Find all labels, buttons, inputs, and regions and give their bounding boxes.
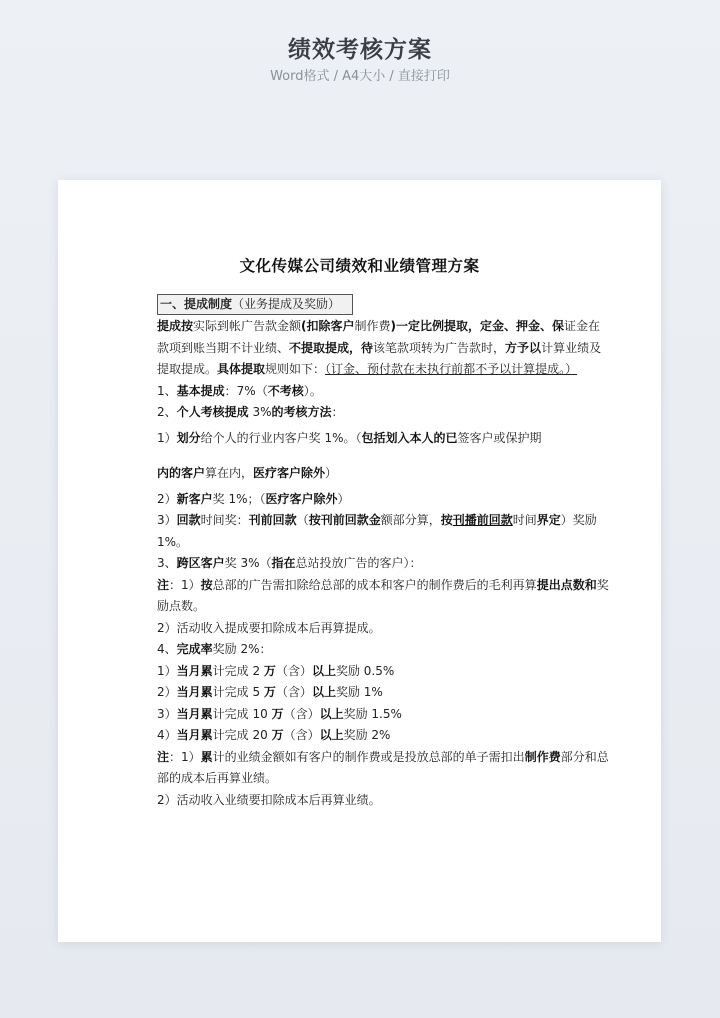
text-run: 1）: [157, 663, 177, 678]
text-run: 以上: [319, 706, 344, 721]
text-run: (扣除客户: [301, 319, 355, 333]
text-run: 万: [263, 685, 276, 699]
text-run: 累: [200, 749, 213, 764]
text-run: 制作费: [524, 749, 561, 764]
text-run: 奖励 0.5%: [335, 663, 395, 678]
text-run: 划分: [176, 430, 201, 445]
text-run: 当月累: [176, 706, 213, 721]
text-run: 4）: [157, 728, 177, 742]
item-basic-commission: [157, 381, 609, 403]
note-cross-region: [157, 575, 609, 618]
tier-20w: [157, 725, 609, 747]
text-run: 新客户: [176, 491, 213, 506]
text-run: （: [296, 513, 309, 527]
text-run: 以上: [311, 685, 336, 699]
text-run: 额部分算，: [380, 513, 441, 527]
section-heading: [157, 294, 609, 316]
text-run: 奖励点数。: [157, 577, 609, 613]
text-run: 刊前回款: [248, 513, 297, 527]
text-run: 奖励 2%: [343, 728, 391, 742]
text-run: 按: [440, 513, 453, 527]
tier-5w: [157, 682, 609, 704]
document-title: 文化传媒公司绩效和业绩管理方案: [239, 257, 480, 275]
item-cross-region: [157, 553, 609, 575]
page-header: [0, 34, 720, 86]
text-run: 部分和总部的成本后再算业绩。: [157, 749, 609, 785]
text-run: 2）活动收入业绩要扣除成本后再算业绩。: [157, 792, 381, 807]
text-run: 以上: [319, 728, 344, 742]
text-run: 当月累: [176, 685, 213, 699]
note-activity-income: [157, 618, 609, 640]
item-payment-time: [157, 510, 609, 553]
document-body: [157, 294, 609, 811]
text-run: 3）: [157, 513, 177, 527]
text-run: 当月累: [176, 728, 213, 742]
text-run: 跨区客户: [176, 556, 225, 570]
text-run: 奖励 1%: [335, 685, 383, 699]
text-run: 刊播前回款: [452, 513, 513, 527]
text-run: 4、: [157, 642, 177, 656]
text-run: 计完成 20: [212, 728, 272, 742]
text-run: 内的客户: [157, 466, 206, 480]
text-run: 3%: [248, 405, 272, 419]
text-run: 具体提取: [217, 362, 266, 376]
text-run: （含）: [275, 685, 312, 699]
text-run: 指在: [271, 556, 296, 570]
note-activity-performance: [157, 790, 609, 812]
text-run: 注: [157, 749, 170, 764]
text-run: 提成按: [157, 319, 194, 333]
tier-10w: [157, 704, 609, 726]
text-run: 包括划入本人的已: [361, 430, 458, 445]
text-run: 总部的广告需扣除给总部的成本和客户的制作费后的毛利再算: [212, 577, 537, 592]
text-run: 该笔款项转为广告款时，: [373, 340, 506, 355]
text-run: 制作费: [354, 319, 391, 333]
text-run: 奖励 1.5%: [343, 706, 402, 721]
text-run: 完成率: [176, 642, 213, 656]
text-run: 时间: [512, 513, 537, 527]
text-run: 2）活动收入提成要扣除成本后再算提成。: [157, 620, 381, 635]
text-run: ）。: [303, 383, 322, 398]
text-run: 注: [157, 577, 170, 592]
text-run: 3、: [157, 556, 177, 570]
text-run: 的考核方法: [271, 405, 332, 419]
text-run: 提出点数和: [536, 577, 597, 592]
text-run: （含）: [283, 706, 320, 721]
text-run: ：1）: [169, 749, 201, 764]
text-run: )一定比例提取，定金、押金、保: [390, 319, 565, 333]
section-heading-bold: 一、提成制度: [160, 297, 233, 311]
text-run: 算在内，: [205, 466, 254, 480]
text-run: 万: [263, 663, 276, 678]
item-assigned-clients: [157, 428, 609, 450]
text-run: 给个人的行业内客户奖 1%。（: [200, 430, 362, 445]
text-run: 总站投放广告的客户）：: [295, 556, 422, 570]
text-run: 医疗客户除外: [265, 491, 338, 506]
text-run: 医疗客户除外: [253, 466, 326, 480]
tier-2w: [157, 661, 609, 683]
text-run: （含）: [283, 728, 320, 742]
text-run: 实际到帐广告款金额: [193, 319, 302, 333]
text-run: 1）: [157, 430, 177, 445]
text-run: （含）: [275, 663, 312, 678]
text-run: 万: [271, 728, 284, 742]
text-run: 计完成 2: [212, 663, 264, 678]
page-title: 绩效考核方案: [288, 37, 432, 63]
text-run: 当月累: [176, 663, 213, 678]
text-run: 执行前都不予以计算提成。）: [427, 362, 578, 376]
text-run: ：: [331, 405, 344, 419]
text-run: 时间奖：: [200, 513, 249, 527]
text-run: 2）: [157, 491, 177, 506]
text-run: 万: [271, 706, 284, 721]
text-run: ：1）: [169, 577, 201, 592]
text-run: 方予以: [505, 340, 542, 355]
text-run: 不考核: [267, 383, 304, 398]
text-run: 签客户或保护期: [457, 430, 542, 445]
text-run: 2）: [157, 685, 177, 699]
text-run: 计的业绩金额如有客户的制作费或是投放总部的单子需扣出: [212, 749, 525, 764]
item-personal-commission: [157, 402, 609, 424]
text-run: ：7%（: [224, 383, 268, 398]
document-page: [58, 180, 661, 942]
note-cumulative: [157, 747, 609, 790]
text-run: 界定: [536, 513, 561, 527]
text-run: 1、: [157, 383, 177, 398]
text-run: 2、: [157, 405, 177, 419]
text-run: ）: [325, 466, 338, 480]
text-run: 以上: [311, 663, 336, 678]
text-run: 证金在款项到账当期不计业绩、: [157, 319, 601, 355]
text-run: 按刊前回款金: [308, 513, 381, 527]
paragraph-commission-rule: [157, 316, 609, 381]
text-run: 不提取提成，待: [289, 340, 374, 355]
text-run: 奖励 2%：: [212, 642, 272, 656]
text-run: ）奖励 1%。: [157, 513, 597, 549]
text-run: 个人考核提成: [176, 405, 249, 419]
text-run: ）: [337, 491, 350, 506]
text-run: 奖 1%；（: [212, 491, 266, 506]
item-completion-rate: [157, 639, 609, 661]
text-run: 按: [200, 577, 213, 592]
text-run: 奖 3%（: [224, 556, 272, 570]
page-subtitle: Word格式 / A4大小 / 直接打印: [270, 69, 450, 84]
text-run: 计完成 10: [212, 706, 272, 721]
text-run: 规则如下：: [265, 362, 326, 376]
item-new-clients: [157, 489, 609, 511]
text-run: （订金、预付款在未: [325, 362, 428, 376]
section-heading-box: [157, 294, 353, 315]
text-run: 计算业绩及提取提成。: [157, 340, 602, 376]
text-run: 计完成 5: [212, 685, 264, 699]
text-run: 基本提成: [176, 383, 225, 398]
item-assigned-clients-cont: [157, 463, 609, 485]
text-run: 3）: [157, 706, 177, 721]
section-heading-note: （业务提成及奖励）: [232, 297, 341, 311]
text-run: 回款: [176, 513, 201, 527]
